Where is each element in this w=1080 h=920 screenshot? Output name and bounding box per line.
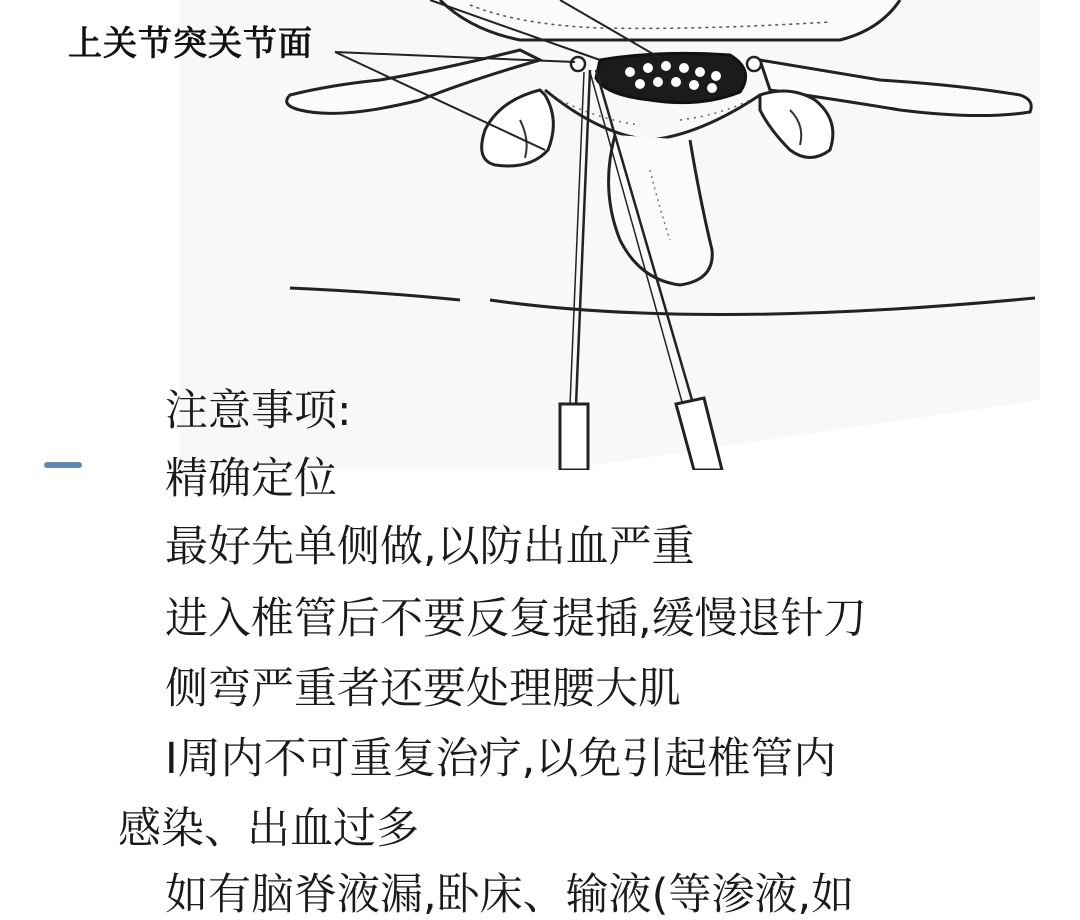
figure-label: 上关节突关节面 <box>68 24 313 64</box>
note-line: 最好先单侧做,以防出血严重 <box>165 522 695 572</box>
notes-heading: 注意事项: <box>165 386 352 436</box>
accent-dash <box>44 462 82 468</box>
note-line: 如有脑脊液漏,卧床、输液(等渗液,如 <box>165 870 855 920</box>
note-line: 精确定位 <box>165 454 337 504</box>
note-line: 侧弯严重者还要处理腰大肌 <box>165 664 681 714</box>
note-line: 进入椎管后不要反复提插,缓慢退针刀 <box>165 594 867 644</box>
note-line: 感染、出血过多 <box>118 804 419 854</box>
note-line: I周内不可重复治疗,以免引起椎管内 <box>165 734 837 784</box>
